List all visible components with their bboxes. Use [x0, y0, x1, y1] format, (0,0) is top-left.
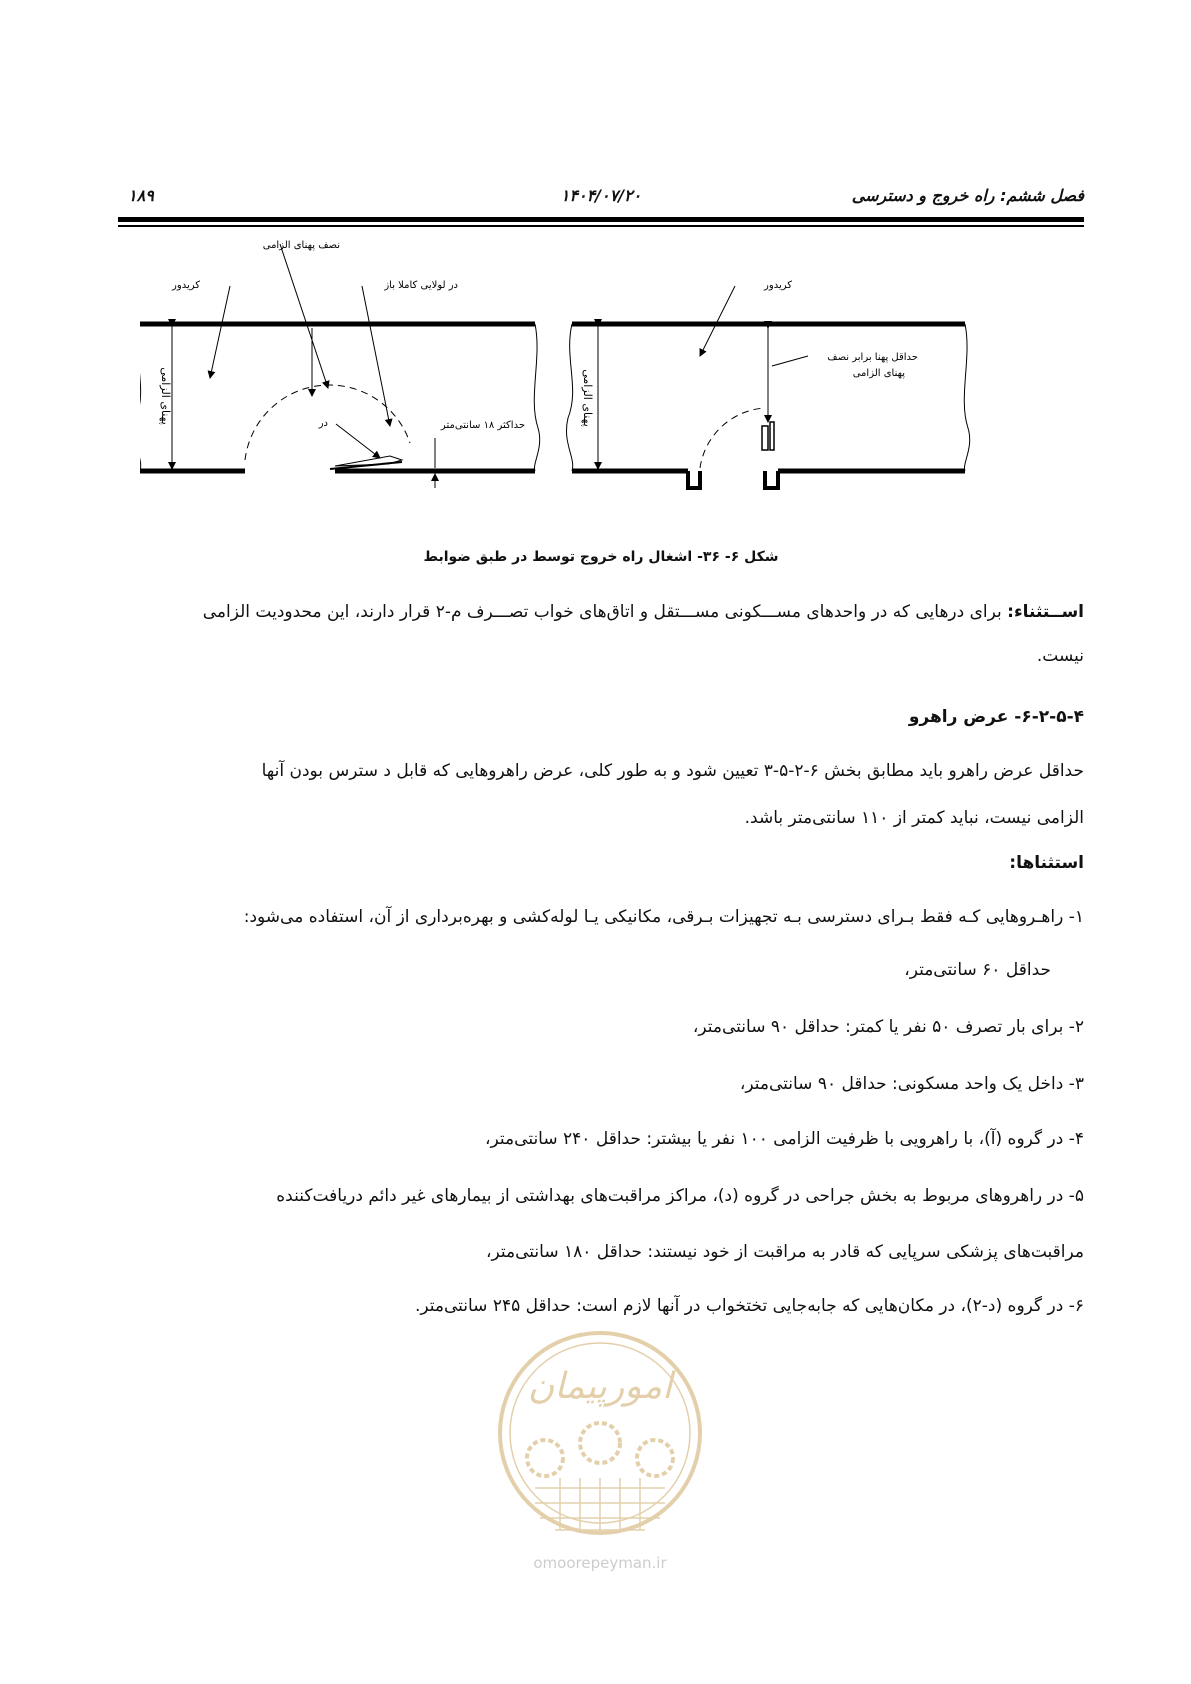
- figure-diagram: [140, 238, 1060, 528]
- label-required-width-left: پهنای الزامی: [159, 367, 172, 425]
- list-item-4: ۴- در گروه (آ)، با راهرویی با ظرفیت الزامی ۱۰۰ نفر یا بیشتر: حداقل ۲۴۰ سانتی‌متر،: [485, 1129, 1084, 1149]
- header-rule-thick: [118, 217, 1084, 222]
- header-rule-thin: [118, 225, 1084, 227]
- watermark-url: omoorepeyman.ir: [533, 1554, 667, 1572]
- label-door-fully-open: در لولایی کاملا باز: [384, 280, 458, 291]
- list-item-2: ۲- برای بار تصرف ۵۰ نفر یا کمتر: حداقل ۹۰ سانتی‌متر،: [692, 1017, 1084, 1037]
- section-heading: ۶-۲-۵-۴- عرض راهرو: [908, 707, 1084, 727]
- list-item-1-cont: حداقل ۶۰ سانتی‌متر،: [904, 960, 1051, 980]
- section-paragraph-line-1: حداقل عرض راهرو باید مطابق بخش ۶-۲-۵-۳ تعیین شود و به طور کلی، عرض راهروهایی که قابل د سترس بودن آنها: [261, 761, 1084, 781]
- figure-caption: شکل ۶- ۳۶- اشغال راه خروج توسط در طبق ضوابط: [423, 549, 779, 565]
- section-paragraph-line-2: الزامی نیست، نباید کمتر از ۱۱۰ سانتی‌متر باشد.: [744, 808, 1084, 828]
- list-item-6: ۶- در گروه (د-۲)، در مکان‌هایی که جابه‌جایی تختخواب در آنها لازم است: حداقل ۲۴۵ سانتی‌متر.: [414, 1296, 1084, 1316]
- exception-line-1: [104, 597, 1084, 627]
- label-required-width-right: پهنای الزامی: [581, 369, 594, 427]
- label-min-width-line2: پهنای الزامی: [852, 368, 905, 379]
- label-min-width-line1: حداقل پهنا برابر نصف: [827, 352, 918, 363]
- list-item-3: ۳- داخل یک واحد مسکونی: حداقل ۹۰ سانتی‌متر،: [739, 1074, 1084, 1094]
- list-item-1: ۱- راهـروهایی کـه فقط بـرای دسترسی بـه تجهیزات بـرقی، مکانیکی یـا لوله‌کشی و بهره‌برداری از آن، استفاده می‌شود:: [243, 907, 1084, 927]
- label-max-18: حداکثر ۱۸ سانتی‌متر: [440, 420, 525, 431]
- chapter-title: فصل ششم: راه خروج و دسترسی: [851, 186, 1084, 205]
- watermark-logo: [480, 1318, 720, 1578]
- header-date: ۱۴۰۴/۰۷/۲۰: [560, 186, 642, 205]
- label-half-width: نصف پهنای الزامی: [262, 240, 340, 251]
- list-item-5-cont: مراقبت‌های پزشکی سرپایی که قادر به مراقبت از خود نیستند: حداقل ۱۸۰ سانتی‌متر،: [486, 1242, 1084, 1262]
- exception-title: اســتثناء:: [1007, 602, 1084, 622]
- list-item-5: ۵- در راهروهای مربوط به بخش جراحی در گروه (د)، مراکز مراقبت‌های بهداشتی از بیمارهای غیر دائم دریافت‌کننده: [276, 1186, 1084, 1206]
- page-number: ۱۸۹: [128, 186, 154, 205]
- right-diagram: [566, 280, 969, 488]
- page-header: [118, 186, 1084, 212]
- label-corridor-left: کریدور: [172, 280, 200, 291]
- watermark-logo-text: امورپیمان: [527, 1366, 673, 1407]
- exception-text: برای درهایی که در واحدهای مســـکونی مســـتقل و اتاق‌های خواب تصـــرف م-۲ قرار دارند، این محدودیت الزامی: [202, 602, 1008, 622]
- left-diagram: [140, 240, 540, 488]
- exceptions-title: استثناها:: [1009, 853, 1084, 873]
- label-corridor-right: کریدور: [764, 280, 792, 291]
- label-door: در: [318, 418, 328, 429]
- exception-line-2: نیست.: [1036, 646, 1084, 666]
